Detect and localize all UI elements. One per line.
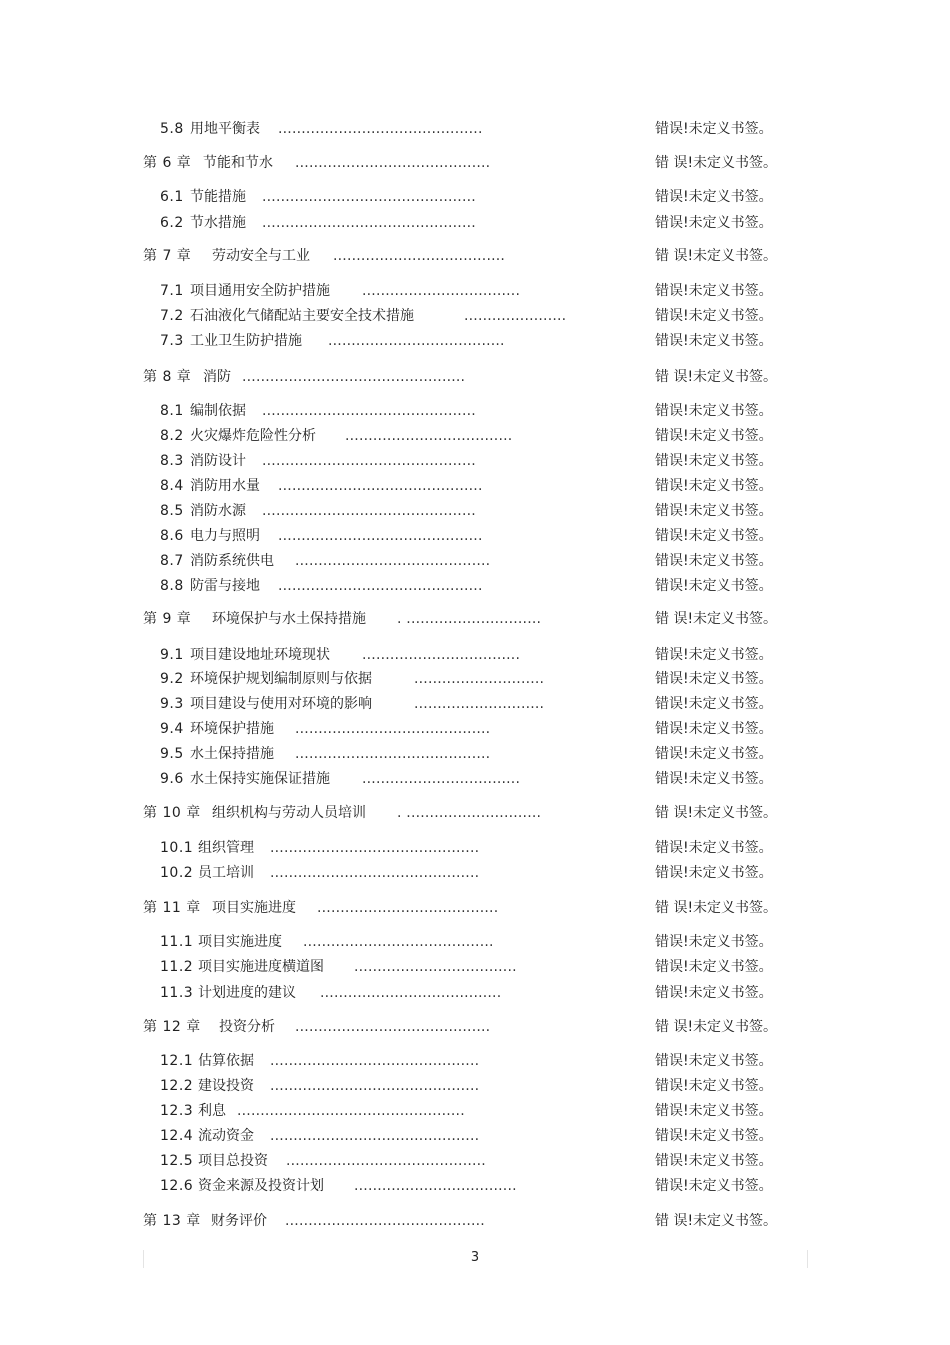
toc-entry-title: 用地平衡表 — [190, 121, 260, 137]
toc-entry-page-ref: 错误!未定义书签。 — [655, 283, 773, 299]
toc-entry-page-ref: 错误!未定义书签。 — [655, 215, 773, 231]
toc-entry-title: 节能措施 — [190, 189, 246, 205]
toc-entry-number: 5.8 — [160, 121, 184, 137]
toc-entry-title: 流动资金 — [198, 1128, 254, 1144]
toc-entry-leader: .............................................. — [262, 215, 476, 231]
toc-entry-leader: . ............................. — [397, 805, 542, 821]
toc-entry-leader: ...................................... — [328, 333, 505, 349]
toc-entry-number: 9.3 — [160, 696, 184, 712]
toc-entry-title: 财务评价 — [211, 1213, 267, 1229]
toc-entry-leader: ............................................. — [270, 1078, 480, 1094]
toc-chapter-entry[interactable] — [0, 366, 950, 388]
toc-entry-title: 消防 — [203, 369, 231, 385]
toc-entry-number: 9.1 — [160, 647, 184, 663]
toc-entry[interactable] — [0, 982, 950, 1004]
toc-entry-leader: .................................. — [362, 771, 521, 787]
toc-entry[interactable] — [0, 280, 950, 302]
toc-entry-title: 石油液化气储配站主要安全技术措施 — [190, 308, 414, 324]
toc-entry-page-ref: 错误!未定义书签。 — [655, 1178, 773, 1194]
toc-entry-leader: ............................................. — [270, 1128, 480, 1144]
toc-entry-title: 水土保持措施 — [190, 746, 274, 762]
toc-entry-leader: .................................. — [362, 647, 521, 663]
toc-entry[interactable] — [0, 644, 950, 666]
toc-entry-leader: ................................... — [354, 959, 517, 975]
toc-entry-page-ref: 错误!未定义书签。 — [655, 428, 773, 444]
toc-entry[interactable] — [0, 668, 950, 690]
toc-entry-page-ref: 错 误!未定义书签。 — [655, 900, 778, 916]
toc-entry-title: 项目建设地址环境现状 — [190, 647, 330, 663]
toc-entry[interactable] — [0, 1050, 950, 1072]
toc-entry-page-ref: 错误!未定义书签。 — [655, 528, 773, 544]
toc-entry-number: 10.1 — [160, 840, 194, 856]
toc-entry-number: 7.1 — [160, 283, 184, 299]
toc-entry-leader: ................................................ — [242, 369, 466, 385]
toc-entry-page-ref: 错 误!未定义书签。 — [655, 155, 778, 171]
toc-entry-page-ref: 错误!未定义书签。 — [655, 478, 773, 494]
toc-entry-title: 项目实施进度横道图 — [198, 959, 324, 975]
toc-entry-title: 防雷与接地 — [190, 578, 260, 594]
toc-entry-title: 劳动安全与工业 — [212, 248, 310, 264]
toc-entry-leader: ...................... — [464, 308, 567, 324]
toc-entry-title: 组织管理 — [198, 840, 254, 856]
toc-entry[interactable] — [0, 425, 950, 447]
toc-entry[interactable] — [0, 862, 950, 884]
toc-entry-page-ref: 错误!未定义书签。 — [655, 403, 773, 419]
toc-entry-page-ref: 错 误!未定义书签。 — [655, 248, 778, 264]
toc-entry-number: 9.6 — [160, 771, 184, 787]
toc-entry-title: 项目实施进度 — [198, 934, 282, 950]
toc-entry-number: 10.2 — [160, 865, 194, 881]
toc-entry-page-ref: 错误!未定义书签。 — [655, 746, 773, 762]
toc-entry-number: 第 12 章 — [143, 1019, 201, 1035]
toc-entry-leader: .................................. — [362, 283, 521, 299]
toc-chapter-entry[interactable] — [0, 152, 950, 174]
toc-entry[interactable] — [0, 1075, 950, 1097]
toc-entry-leader: ..................................... — [333, 248, 506, 264]
toc-entry-title: 环境保护与水土保持措施 — [212, 611, 366, 627]
toc-entry[interactable] — [0, 1100, 950, 1122]
toc-entry-leader: .......................................... — [295, 721, 491, 737]
toc-entry-number: 12.5 — [160, 1153, 194, 1169]
toc-chapter-entry[interactable] — [0, 1210, 950, 1232]
toc-entry[interactable] — [0, 475, 950, 497]
toc-entry-leader: .............................................. — [262, 403, 476, 419]
toc-entry-number: 8.3 — [160, 453, 184, 469]
toc-entry-leader: ............................................ — [278, 528, 483, 544]
toc-entry-title: 水土保持实施保证措施 — [190, 771, 330, 787]
toc-entry[interactable] — [0, 186, 950, 208]
toc-entry[interactable] — [0, 118, 950, 140]
toc-entry[interactable] — [0, 400, 950, 422]
toc-entry-page-ref: 错 误!未定义书签。 — [655, 369, 778, 385]
toc-entry[interactable] — [0, 575, 950, 597]
toc-entry[interactable] — [0, 1150, 950, 1172]
toc-entry-leader: ................................... — [354, 1178, 517, 1194]
toc-entry-number: 12.6 — [160, 1178, 194, 1194]
toc-entry-number: 12.3 — [160, 1103, 194, 1119]
toc-entry[interactable] — [0, 768, 950, 790]
toc-entry-title: 火灾爆炸危险性分析 — [190, 428, 316, 444]
toc-entry-leader: .............................................. — [262, 503, 476, 519]
toc-chapter-entry[interactable] — [0, 802, 950, 824]
toc-entry-number: 8.2 — [160, 428, 184, 444]
toc-entry-title: 消防水源 — [190, 503, 246, 519]
toc-entry-number: 11.2 — [160, 959, 194, 975]
toc-entry-title: 节能和节水 — [203, 155, 273, 171]
toc-entry-title: 员工培训 — [198, 865, 254, 881]
toc-entry-title: 消防设计 — [190, 453, 246, 469]
toc-entry-title: 组织机构与劳动人员培训 — [212, 805, 366, 821]
toc-entry-number: 8.4 — [160, 478, 184, 494]
toc-chapter-entry[interactable] — [0, 608, 950, 630]
toc-entry-title: 项目建设与使用对环境的影响 — [190, 696, 372, 712]
toc-entry-page-ref: 错误!未定义书签。 — [655, 333, 773, 349]
toc-entry-leader: ............................ — [414, 671, 545, 687]
toc-chapter-entry[interactable] — [0, 245, 950, 267]
toc-entry-leader: ............................................ — [278, 578, 483, 594]
toc-entry-page-ref: 错误!未定义书签。 — [655, 308, 773, 324]
toc-entry[interactable] — [0, 525, 950, 547]
toc-entry-number: 第 10 章 — [143, 805, 201, 821]
toc-entry-leader: .......................................... — [295, 746, 491, 762]
toc-entry-page-ref: 错误!未定义书签。 — [655, 189, 773, 205]
toc-entry-title: 项目实施进度 — [212, 900, 296, 916]
toc-entry-title: 编制依据 — [190, 403, 246, 419]
toc-entry-page-ref: 错误!未定义书签。 — [655, 865, 773, 881]
toc-entry-page-ref: 错误!未定义书签。 — [655, 771, 773, 787]
toc-entry-number: 8.6 — [160, 528, 184, 544]
toc-entry[interactable] — [0, 1125, 950, 1147]
toc-entry-leader: ........................................... — [285, 1213, 485, 1229]
toc-entry-number: 第 11 章 — [143, 900, 201, 916]
toc-entry-leader: ............................................. — [270, 840, 480, 856]
toc-entry-number: 8.7 — [160, 553, 184, 569]
toc-entry-page-ref: 错误!未定义书签。 — [655, 1128, 773, 1144]
toc-entry-number: 第 9 章 — [143, 611, 192, 627]
toc-entry-title: 消防用水量 — [190, 478, 260, 494]
toc-entry-number: 12.2 — [160, 1078, 194, 1094]
toc-entry-leader: .......................................... — [295, 1019, 491, 1035]
toc-entry-number: 12.1 — [160, 1053, 194, 1069]
toc-entry-page-ref: 错误!未定义书签。 — [655, 553, 773, 569]
toc-entry-leader: .......................................... — [295, 553, 491, 569]
toc-entry-leader: ............................................ — [278, 478, 483, 494]
toc-entry-page-ref: 错误!未定义书签。 — [655, 503, 773, 519]
toc-entry-page-ref: 错误!未定义书签。 — [655, 840, 773, 856]
toc-entry-number: 第 7 章 — [143, 248, 192, 264]
toc-entry-page-ref: 错 误!未定义书签。 — [655, 1019, 778, 1035]
toc-entry-page-ref: 错误!未定义书签。 — [655, 1153, 773, 1169]
toc-entry-number: 7.2 — [160, 308, 184, 324]
toc-entry-page-ref: 错误!未定义书签。 — [655, 1103, 773, 1119]
toc-entry-leader: .............................................. — [262, 189, 476, 205]
toc-entry-page-ref: 错 误!未定义书签。 — [655, 611, 778, 627]
toc-entry-number: 11.3 — [160, 985, 194, 1001]
toc-entry-page-ref: 错误!未定义书签。 — [655, 671, 773, 687]
toc-entry[interactable] — [0, 330, 950, 352]
toc-entry-page-ref: 错误!未定义书签。 — [655, 578, 773, 594]
toc-entry-page-ref: 错误!未定义书签。 — [655, 647, 773, 663]
toc-entry-page-ref: 错误!未定义书签。 — [655, 1078, 773, 1094]
toc-entry-number: 9.5 — [160, 746, 184, 762]
toc-entry-leader: ....................................... — [317, 900, 499, 916]
toc-entry-page-ref: 错 误!未定义书签。 — [655, 1213, 778, 1229]
toc-chapter-entry[interactable] — [0, 1016, 950, 1038]
toc-entry-page-ref: 错误!未定义书签。 — [655, 934, 773, 950]
toc-entry-number: 8.8 — [160, 578, 184, 594]
toc-entry-number: 6.1 — [160, 189, 184, 205]
toc-entry-number: 第 13 章 — [143, 1213, 201, 1229]
toc-entry-title: 环境保护规划编制原则与依据 — [190, 671, 372, 687]
toc-entry-leader: .................................... — [345, 428, 513, 444]
toc-entry-title: 项目通用安全防护措施 — [190, 283, 330, 299]
toc-entry[interactable] — [0, 500, 950, 522]
toc-entry[interactable] — [0, 956, 950, 978]
toc-entry[interactable] — [0, 212, 950, 234]
toc-entry-leader: ......................................... — [303, 934, 494, 950]
toc-entry-leader: ............................ — [414, 696, 545, 712]
toc-entry-number: 9.2 — [160, 671, 184, 687]
toc-entry[interactable] — [0, 931, 950, 953]
toc-entry-number: 11.1 — [160, 934, 194, 950]
toc-chapter-entry[interactable] — [0, 897, 950, 919]
toc-entry-leader: . ............................. — [397, 611, 542, 627]
toc-entry-number: 12.4 — [160, 1128, 194, 1144]
toc-entry[interactable] — [0, 718, 950, 740]
toc-entry-leader: ....................................... — [320, 985, 502, 1001]
toc-entry-page-ref: 错误!未定义书签。 — [655, 985, 773, 1001]
toc-entry-number: 8.5 — [160, 503, 184, 519]
toc-entry-page-ref: 错误!未定义书签。 — [655, 959, 773, 975]
toc-entry[interactable] — [0, 550, 950, 572]
toc-entry-number: 7.3 — [160, 333, 184, 349]
toc-entry-number: 9.4 — [160, 721, 184, 737]
toc-entry-number: 第 6 章 — [143, 155, 192, 171]
toc-entry-page-ref: 错误!未定义书签。 — [655, 121, 773, 137]
toc-entry-title: 项目总投资 — [198, 1153, 268, 1169]
toc-entry-leader: ............................................. — [270, 865, 480, 881]
toc-entry-title: 建设投资 — [198, 1078, 254, 1094]
toc-entry-title: 估算依据 — [198, 1053, 254, 1069]
toc-entry-page-ref: 错误!未定义书签。 — [655, 696, 773, 712]
toc-entry-leader: ............................................. — [270, 1053, 480, 1069]
toc-entry-leader: ............................................ — [278, 121, 483, 137]
toc-entry-title: 计划进度的建议 — [198, 985, 296, 1001]
toc-entry-number: 第 8 章 — [143, 369, 192, 385]
toc-entry-title: 电力与照明 — [190, 528, 260, 544]
toc-entry-title: 投资分析 — [219, 1019, 275, 1035]
toc-entry[interactable] — [0, 837, 950, 859]
toc-entry[interactable] — [0, 693, 950, 715]
toc-entry-title: 资金来源及投资计划 — [198, 1178, 324, 1194]
toc-entry-leader: ........................................... — [286, 1153, 486, 1169]
toc-entry[interactable] — [0, 743, 950, 765]
toc-entry-title: 环境保护措施 — [190, 721, 274, 737]
toc-entry-title: 利息 — [198, 1103, 226, 1119]
toc-entry[interactable] — [0, 450, 950, 472]
toc-entry-leader: .............................................. — [262, 453, 476, 469]
toc-entry-page-ref: 错误!未定义书签。 — [655, 1053, 773, 1069]
toc-entry-title: 工业卫生防护措施 — [190, 333, 302, 349]
toc-entry-number: 8.1 — [160, 403, 184, 419]
toc-entry-title: 节水措施 — [190, 215, 246, 231]
toc-entry-page-ref: 错误!未定义书签。 — [655, 453, 773, 469]
toc-entry-title: 消防系统供电 — [190, 553, 274, 569]
toc-entry-leader: ................................................. — [237, 1103, 465, 1119]
toc-entry-leader: .......................................... — [295, 155, 491, 171]
toc-entry-page-ref: 错 误!未定义书签。 — [655, 805, 778, 821]
toc-entry[interactable] — [0, 305, 950, 327]
toc-entry-number: 6.2 — [160, 215, 184, 231]
toc-entry[interactable] — [0, 1175, 950, 1197]
toc-entry-page-ref: 错误!未定义书签。 — [655, 721, 773, 737]
page-number: 3 — [470, 1250, 480, 1265]
